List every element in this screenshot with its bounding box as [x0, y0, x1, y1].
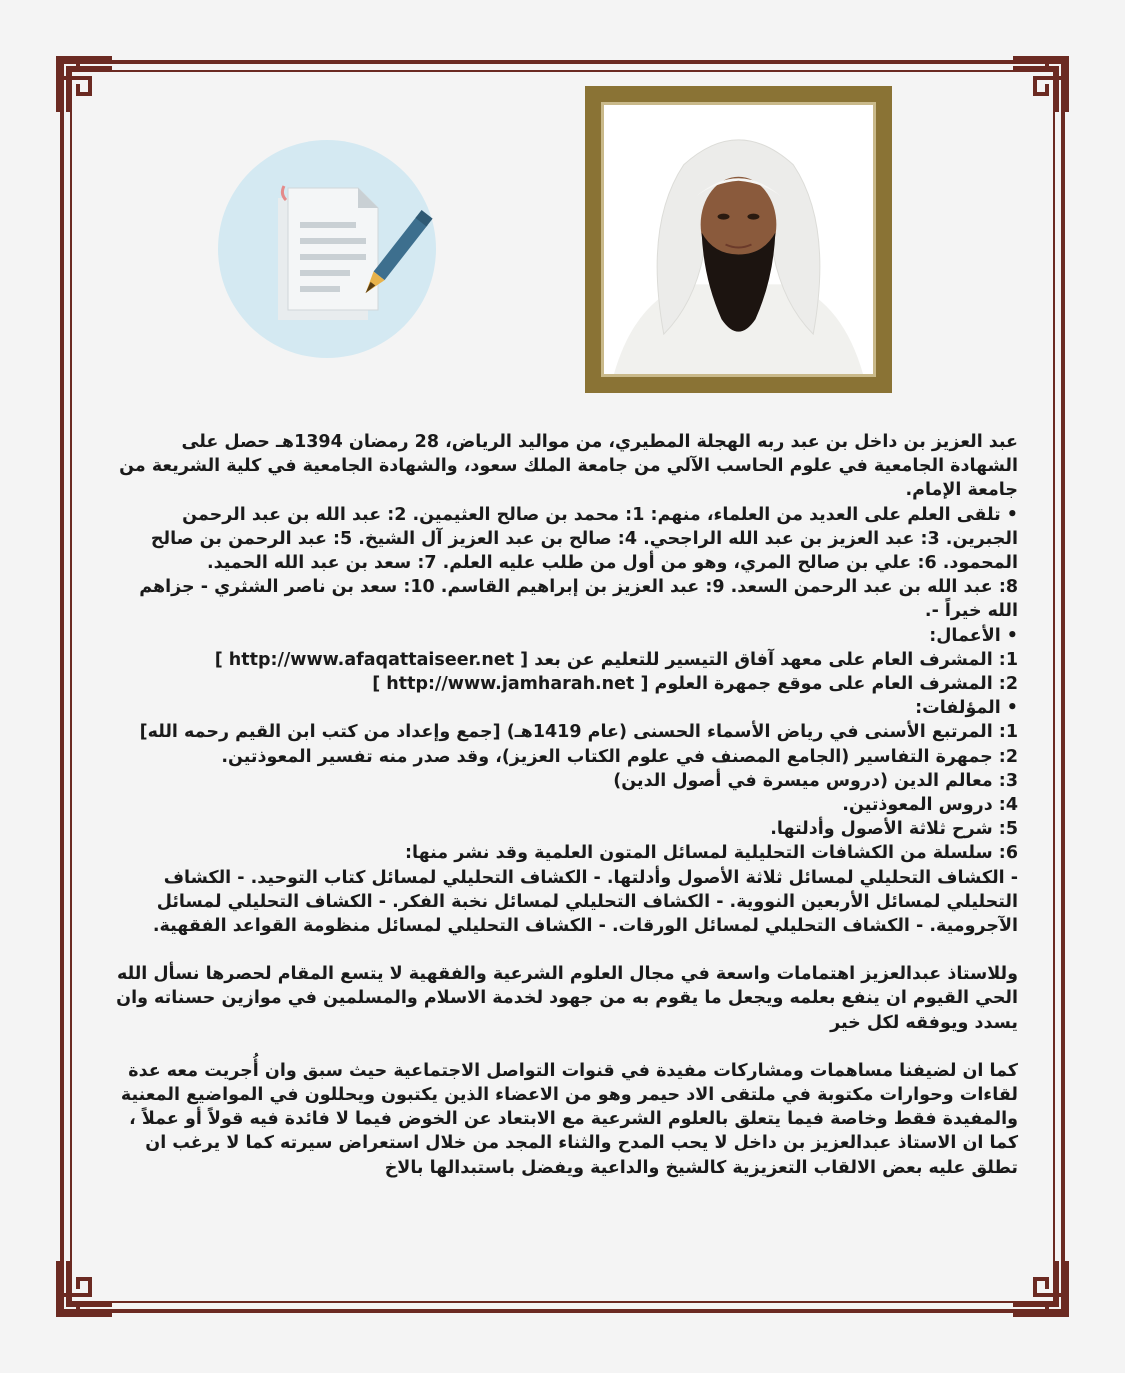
- document-pen-icon: [218, 140, 436, 358]
- corner-ornament-top-left: [54, 54, 116, 116]
- corner-ornament-bottom-right: [1009, 1257, 1071, 1319]
- book-item-2: 2: جمهرة التفاسير (الجامع المصنف في علوم الكتاب العزيز)، وقد صدر منه تفسير المعوذتين.: [221, 746, 1018, 767]
- bio-teachers-2: 8: عبد الله بن عبد الرحمن السعد. 9: عبد العزيز بن إبراهيم القاسم. 10: سعد بن ناصر الشثري - جزاهم الله خيراً -.: [139, 577, 1018, 622]
- portrait-photo: [601, 102, 876, 377]
- bio-teachers-1: • تلقى العلم على العديد من العلماء، منهم: 1: محمد بن صالح العثيمين. 2: عبد الله بن عبد الرحمن الجبرين. 3: عبد العزيز بن عبد الله الراجحي. 4: صالح بن عبد العزيز آل الشيخ. 5: عبد الرحمن بن صالح المحمود. 6: علي بن صالح المري، وهو من أول من طلب عليه العلم. 7: سعد بن عبد الله الحميد.: [150, 504, 1018, 574]
- work-item-2-text: 2: المشرف العام على موقع جمهرة العلوم [: [640, 674, 1018, 695]
- paragraph-gap: [110, 938, 1018, 962]
- book-item-6-list: - الكشاف التحليلي لمسائل ثلاثة الأصول وأدلتها. - الكشاف التحليلي لمسائل كتاب التوحيد. - الكشاف التحليلي لمسائل الأربعين النووية. - الكشاف التحليلي لمسائل نخبة الفكر. - الكشاف التحليلي لمسائل الآجرومية. - الكشاف التحليلي لمسائل الورقات. - الكشاف التحليلي لمسائل منظومة القواعد الفقهية.: [152, 867, 1018, 937]
- work-item-1: [110, 648, 1018, 672]
- work-item-2-end: ]: [372, 674, 381, 695]
- book-item-4: 4: دروس المعوذتين.: [842, 795, 1018, 816]
- corner-ornament-top-right: [1009, 54, 1071, 116]
- book-item-1: 1: المرتبع الأسنى في رياض الأسماء الحسنى (عام 1419هـ) [جمع وإعداد من كتب ابن القيم رحمه الله]: [139, 722, 1018, 743]
- book-item-5: 5: شرح ثلاثة الأصول وأدلتها.: [770, 819, 1018, 840]
- works-heading: • الأعمال:: [929, 625, 1018, 646]
- work-item-2: [110, 672, 1018, 696]
- jamharah-link[interactable]: http://www.jamharah.net: [386, 674, 635, 695]
- corner-ornament-bottom-left: [54, 1257, 116, 1319]
- paragraph-gap: [110, 1035, 1018, 1059]
- work-item-1-end: ]: [214, 649, 223, 670]
- book-item-6: 6: سلسلة من الكشافات التحليلية لمسائل المتون العلمية وقد نشر منها:: [405, 843, 1018, 864]
- afaq-link[interactable]: http://www.afaqattaiseer.net: [228, 649, 515, 670]
- bio-interests: وللاستاذ عبدالعزيز اهتمامات واسعة في مجال العلوم الشرعية والفقهية لا يتسع المقام لحصرها نسأل الله الحي القيوم ان ينفع بعلمه ويجعل ما يقوم به من جهود لخدمة الاسلام والمسلمين في موازين حسناته وان يسدد ويوفقه لكل خير: [116, 964, 1018, 1033]
- bio-intro: عبد العزيز بن داخل بن عبد ربه الهجلة المطيري، من مواليد الرياض، 28 رمضان 1394هـ حصل على الشهادة الجامعية في علوم الحاسب الآلي من جامعة الملك سعود، والشهادة الجامعية في كلية الشريعة من جامعة الإمام.: [119, 432, 1018, 501]
- portrait-photo-frame: [585, 86, 892, 393]
- work-item-1-text: 1: المشرف العام على معهد آفاق التيسير للتعليم عن بعد [: [520, 649, 1018, 670]
- book-item-3: 3: معالم الدين (دروس ميسرة في أصول الدين): [613, 770, 1018, 791]
- books-heading: • المؤلفات:: [915, 698, 1018, 719]
- bio-contributions: كما ان لضيفنا مساهمات ومشاركات مفيدة في قنوات التواصل الاجتماعية حيث سبق وان أُجريت معه عدة لقاءات وحوارات مكتوبة في ملتقى الاد حيمر وهو من الاعضاء الذين يكتبون ويحللون في المواضيع المعنية والمفيدة فقط وخاصة فيما يتعلق بالعلوم الشرعية مع الابتعاد عن الخوض فيما لا فائدة فيه قولاً أو عملاً ، كما ان الاستاذ عبدالعزيز بن داخل لا يحب المدح والثناء المجد من خلال استعراض سيرته كما لا يرغب ان تطلق عليه بعض الالقاب التعزيزية كالشيخ والداعية ويفضل باستبدالها بالاخ: [120, 1060, 1018, 1178]
- biography-text: [110, 430, 1018, 1180]
